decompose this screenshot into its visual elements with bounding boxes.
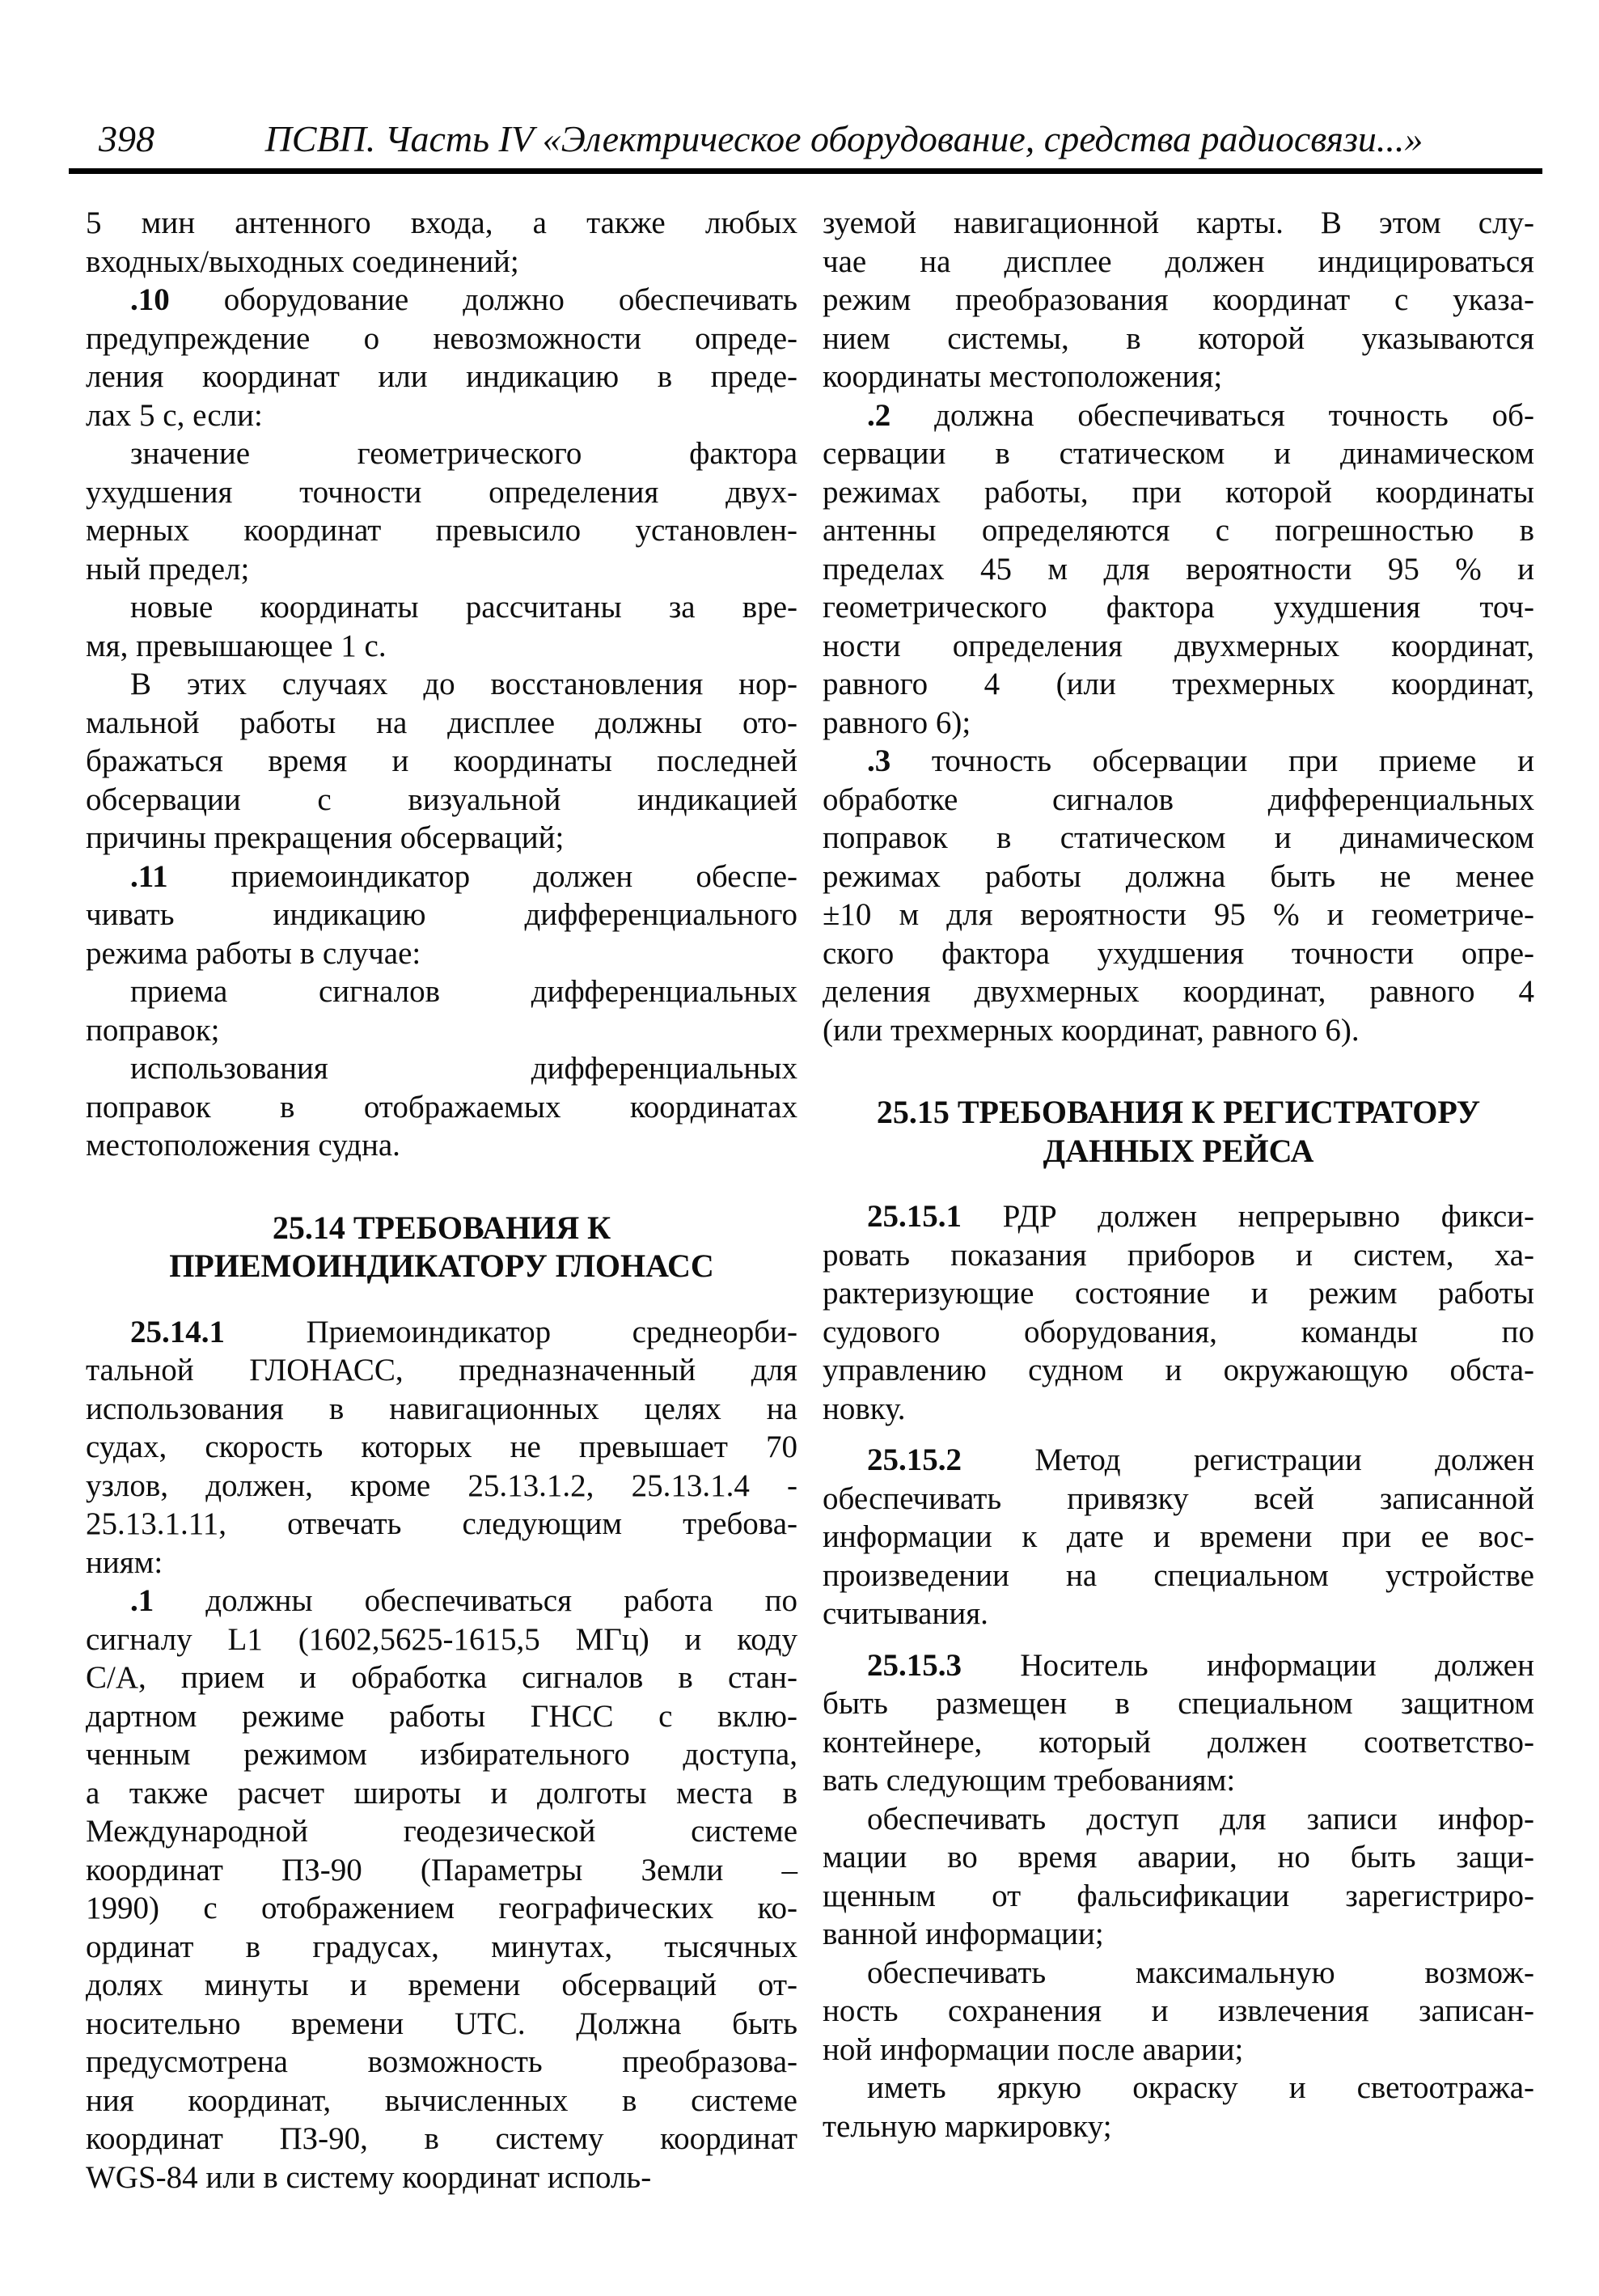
paragraph <box>86 204 797 281</box>
text-line: входных/выходных соединений; <box>86 244 519 279</box>
text-line: геометрического фактора ухудшения точ- <box>823 590 1534 625</box>
paragraph-number: 25.15.3 <box>867 1647 962 1683</box>
paragraph <box>86 665 797 858</box>
text-line: 5 мин антенного входа, а также любых <box>86 205 797 240</box>
paragraph <box>823 1441 1534 1633</box>
text-line: режимах работы должна быть не менее <box>823 858 1534 894</box>
text-line: мерных координат превысило установлен- <box>86 513 797 548</box>
text-line: мальной работы на дисплее должны ото- <box>86 705 797 740</box>
right-column <box>823 204 1534 2146</box>
paragraph <box>823 742 1534 1049</box>
text-line: иметь яркую окраску и светоотража- <box>867 2070 1534 2105</box>
text-line: местоположения судна. <box>86 1128 400 1163</box>
text-line: ского фактора ухудшения точности опре- <box>823 935 1534 971</box>
text-line: .3 точность обсервации при приеме и <box>867 743 1534 778</box>
text-line: режима работы в случае: <box>86 935 421 971</box>
text-line: ниям: <box>86 1544 163 1580</box>
text-line: носительно времени UTC. Должна быть <box>86 2006 797 2041</box>
text-line: координат ПЗ-90 (Параметры Земли – <box>86 1852 797 1887</box>
text-line: рактеризующие состояние и режим работы <box>823 1276 1534 1311</box>
text-line: ния координат, вычисленных в системе <box>86 2082 797 2118</box>
paragraph <box>86 1313 797 1582</box>
text-line: 25.15.1 РДР должен непрерывно фикси- <box>867 1199 1534 1234</box>
text-line: мации во время аварии, но быть защи- <box>823 1840 1534 1875</box>
text-line: ность сохранения и извлечения записан- <box>823 1993 1534 2028</box>
paragraph <box>86 1049 797 1165</box>
section-heading <box>823 1093 1534 1170</box>
paragraph-number: 25.15.1 <box>867 1199 962 1234</box>
text-line: мя, превышающее 1 с. <box>86 628 387 663</box>
text-line: (или трехмерных координат, равного 6). <box>823 1012 1360 1048</box>
text-line: поправок; <box>86 1012 220 1048</box>
paragraph <box>823 396 1534 743</box>
paragraph <box>823 204 1534 396</box>
paragraph <box>86 972 797 1049</box>
text-line: 25.15.3 Носитель информации должен <box>867 1647 1534 1683</box>
text-line: ной информации после аварии; <box>823 2031 1244 2067</box>
text-line: нием системы, в которой указываются <box>823 320 1534 356</box>
text-line: поправок в статическом и динамическом <box>823 820 1534 855</box>
text-line: режимах работы, при которой координаты <box>823 474 1534 510</box>
paragraph-number: 25.14.1 <box>130 1314 225 1349</box>
heading-line: ПРИЕМОИНДИКАТОРУ ГЛОНАСС <box>169 1248 714 1284</box>
text-line: пределах 45 м для вероятности 95 % и <box>823 551 1534 587</box>
text-line: управлению судном и окружающую обста- <box>823 1353 1534 1387</box>
text-line: судового оборудования, команды по <box>823 1314 1534 1349</box>
left-column <box>86 204 797 2196</box>
paragraph <box>86 281 797 434</box>
text-line: узлов, должен, кроме 25.13.1.2, 25.13.1.4 - <box>86 1468 797 1503</box>
text-line: режим преобразования координат с указа- <box>823 282 1534 317</box>
text-line: 25.15.2 Метод регистрации должен <box>867 1442 1534 1477</box>
text-line: поправок в отображаемых координатах <box>86 1089 797 1125</box>
text-line: информации к дате и времени при ее вос- <box>823 1519 1534 1554</box>
paragraph <box>823 1954 1534 2069</box>
heading-line: 25.14 ТРЕБОВАНИЯ К <box>272 1209 611 1246</box>
paragraph-number: .2 <box>867 397 891 433</box>
text-line: ординат в градусах, минутах, тысячных <box>86 1929 797 1964</box>
running-header-title: ПСВП. Часть IV «Электрическое оборудование, средства радиосвязи...» <box>264 118 1423 159</box>
paragraph-number: 25.15.2 <box>867 1442 962 1477</box>
text-line: приема сигналов дифференциальных <box>130 974 797 1009</box>
text-line: лах 5 с, если: <box>86 397 263 433</box>
text-line: .10 оборудование должно обеспечивать <box>130 282 797 317</box>
text-line: ления координат или индикацию в преде- <box>86 359 797 394</box>
page-number: 398 <box>99 118 154 159</box>
text-line: произведении на специальном устройстве <box>823 1557 1534 1593</box>
paragraph-number: .3 <box>867 743 891 778</box>
section-heading <box>86 1209 797 1286</box>
text-line: Международной геодезической системе <box>86 1814 797 1849</box>
paragraph <box>86 588 797 665</box>
paragraph-number: .10 <box>130 282 170 317</box>
text-line: .11 приемоиндикатор должен обеспе- <box>130 858 797 894</box>
text-line: зуемой навигационной карты. В этом слу- <box>823 205 1534 240</box>
paragraph <box>86 858 797 973</box>
text-line: ванной информации; <box>823 1917 1104 1951</box>
text-line: предупреждение о невозможности опреде- <box>86 320 797 356</box>
text-line: WGS-84 или в систему координат исполь- <box>86 2159 652 2195</box>
text-line: ±10 м для вероятности 95 % и геометриче- <box>823 897 1534 932</box>
heading-line: ДАННЫХ РЕЙСА <box>1043 1132 1314 1169</box>
text-line: значение геометрического фактора <box>130 436 797 471</box>
text-line: долях минуты и времени обсерваций от- <box>86 1968 797 2002</box>
text-line: 25.13.1.11, отвечать следующим требова- <box>86 1506 797 1541</box>
text-line: обсервации с визуальной индикацией <box>86 782 797 817</box>
paragraph <box>823 1646 1534 1800</box>
text-line: предусмотрена возможность преобразова- <box>86 2044 797 2079</box>
text-line: .2 должна обеспечиваться точность об- <box>867 397 1534 433</box>
text-line: 25.14.1 Приемоиндикатор среднеорби- <box>130 1314 797 1349</box>
text-line: координаты местоположения; <box>823 359 1223 394</box>
text-line: а также расчет широты и долготы места в <box>86 1775 797 1811</box>
text-line: обработке сигналов дифференциальных <box>823 782 1534 817</box>
heading-line: 25.15 ТРЕБОВАНИЯ К РЕГИСТРАТОРУ <box>876 1094 1481 1130</box>
text-line: ный предел; <box>86 551 250 587</box>
text-line: равного 6); <box>823 705 971 740</box>
text-line: ности определения двухмерных координат, <box>823 628 1534 663</box>
text-line: быть размещен в специальном защитном <box>823 1686 1534 1721</box>
text-line: использования в навигационных целях на <box>86 1391 797 1426</box>
text-line: новые координаты рассчитаны за вре- <box>130 590 797 625</box>
text-line: судах, скорость которых не превышает 70 <box>86 1430 797 1464</box>
text-line: ченным режимом избирательного доступа, <box>86 1737 797 1772</box>
text-line: тельную маркировку; <box>823 2108 1112 2144</box>
text-line: деления двухмерных координат, равного 4 <box>823 974 1534 1009</box>
text-line: щенным от фальсификации зарегистриро- <box>823 1878 1534 1913</box>
text-line: чае на дисплее должен индицироваться <box>823 244 1534 279</box>
text-line: 1990) с отображением географических ко- <box>86 1891 797 1925</box>
paragraph-number: .11 <box>130 858 168 894</box>
text-line: равного 4 (или трехмерных координат, <box>823 667 1534 701</box>
paragraph <box>86 434 797 588</box>
text-line: ровать показания приборов и систем, ха- <box>823 1237 1534 1273</box>
text-line: бражаться время и координаты последней <box>86 743 797 778</box>
text-line: обеспечивать привязку всей записанной <box>823 1481 1534 1516</box>
text-line: обеспечивать доступ для записи инфор- <box>867 1801 1534 1836</box>
text-line: контейнере, который должен соответство- <box>823 1724 1534 1760</box>
text-line: тальной ГЛОНАСС, предназначенный для <box>86 1353 797 1387</box>
paragraph-number: .1 <box>130 1583 154 1618</box>
text-line: вать следующим требованиям: <box>823 1763 1236 1798</box>
text-line: антенны определяются с погрешностью в <box>823 513 1534 548</box>
paragraph <box>823 1197 1534 1428</box>
text-line: сервации в статическом и динамическом <box>823 436 1534 471</box>
paragraph <box>823 2069 1534 2146</box>
text-line: причины прекращения обсерваций; <box>86 820 565 855</box>
text-line: .1 должны обеспечиваться работа по <box>130 1583 797 1618</box>
text-line: считывания. <box>823 1596 988 1631</box>
header-rule <box>69 168 1542 174</box>
text-line: В этих случаях до восстановления нор- <box>130 667 797 701</box>
text-line: ухудшения точности определения двух- <box>86 474 797 510</box>
text-line: использования дифференциальных <box>130 1051 797 1086</box>
text-line: дартном режиме работы ГНСС с вклю- <box>86 1698 797 1734</box>
paragraph <box>86 1582 797 2196</box>
text-line: обеспечивать максимальную возмож- <box>867 1955 1534 1990</box>
paragraph <box>823 1800 1534 1954</box>
text-line: координат ПЗ-90, в систему координат <box>86 2121 797 2156</box>
text-line: С/А, прием и обработка сигналов в стан- <box>86 1660 797 1695</box>
text-line: чивать индикацию дифференциального <box>86 897 797 932</box>
text-line: новку. <box>823 1391 906 1426</box>
text-line: сигналу L1 (1602,5625-1615,5 МГц) и коду <box>86 1621 797 1657</box>
